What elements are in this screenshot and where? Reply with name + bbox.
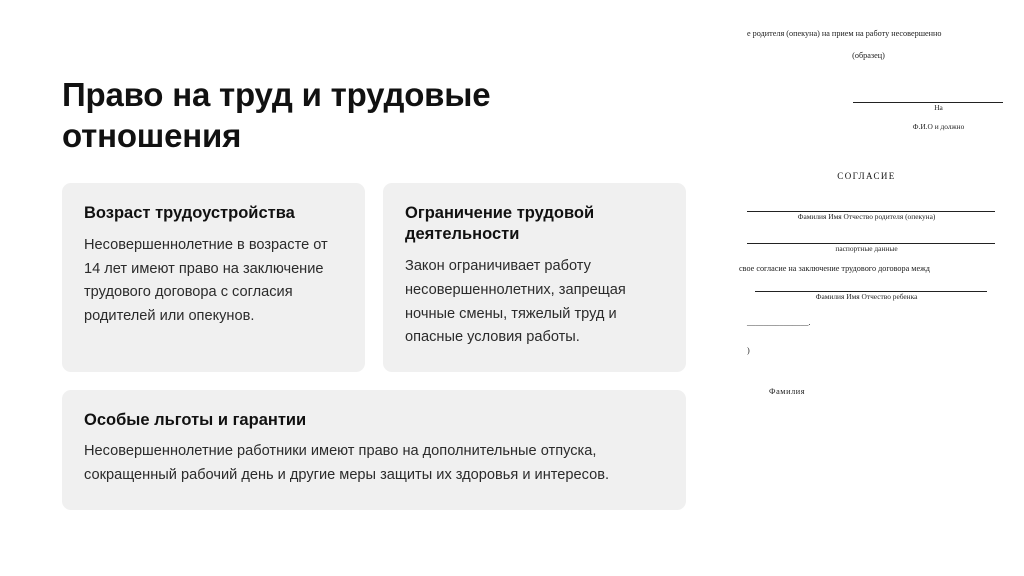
date-line: _______________. [747,317,811,327]
consent-text: свое согласие на заключение трудового договора межд [739,263,930,273]
card-body: Несовершеннолетние работники имеют право на дополнительные отпуска, сокращенный рабочий день и другие меры защиты их здоровья и интересов. [84,443,610,484]
card-work-restrictions [383,183,686,372]
signature-caption: Фамилия [769,387,806,397]
document-sample-label: (образец) [852,50,885,60]
content-column [62,74,702,510]
card-body: Закон ограничивает работу несовершеннолетних, запрещая ночные смены, тяжелый труд и опасные условия работы. [405,258,626,346]
card-heading: Особые льготы и гарантии [84,410,307,429]
card-employment-age [62,183,365,372]
page-title: Право на труд и трудовые отношения [62,76,491,155]
child-name-caption: Фамилия Имя Отчество ребенка [815,291,918,301]
document-title: СОГЛАСИЕ [837,170,896,181]
card-benefits-guarantees [62,390,686,510]
passport-caption: паспортные данные [835,243,898,253]
document-header-line: е родителя (опекуна) на прием на работу несовершенно [747,29,942,38]
position-caption: Ф.И.О и должно [912,121,965,131]
paren-line: ) [747,345,750,355]
addressee-caption: На [934,102,943,112]
card-heading: Ограничение трудовой деятельности [405,203,595,243]
document-preview-image [733,0,1024,548]
card-heading: Возраст трудоустройства [84,203,295,222]
cards-row [62,183,702,372]
card-body: Несовершеннолетние в возрасте от 14 лет имеют право на заключение трудового договора с согласия родителей или опекунов. [84,236,328,324]
parent-name-caption: Фамилия Имя Отчество родителя (опекуна) [797,211,936,221]
